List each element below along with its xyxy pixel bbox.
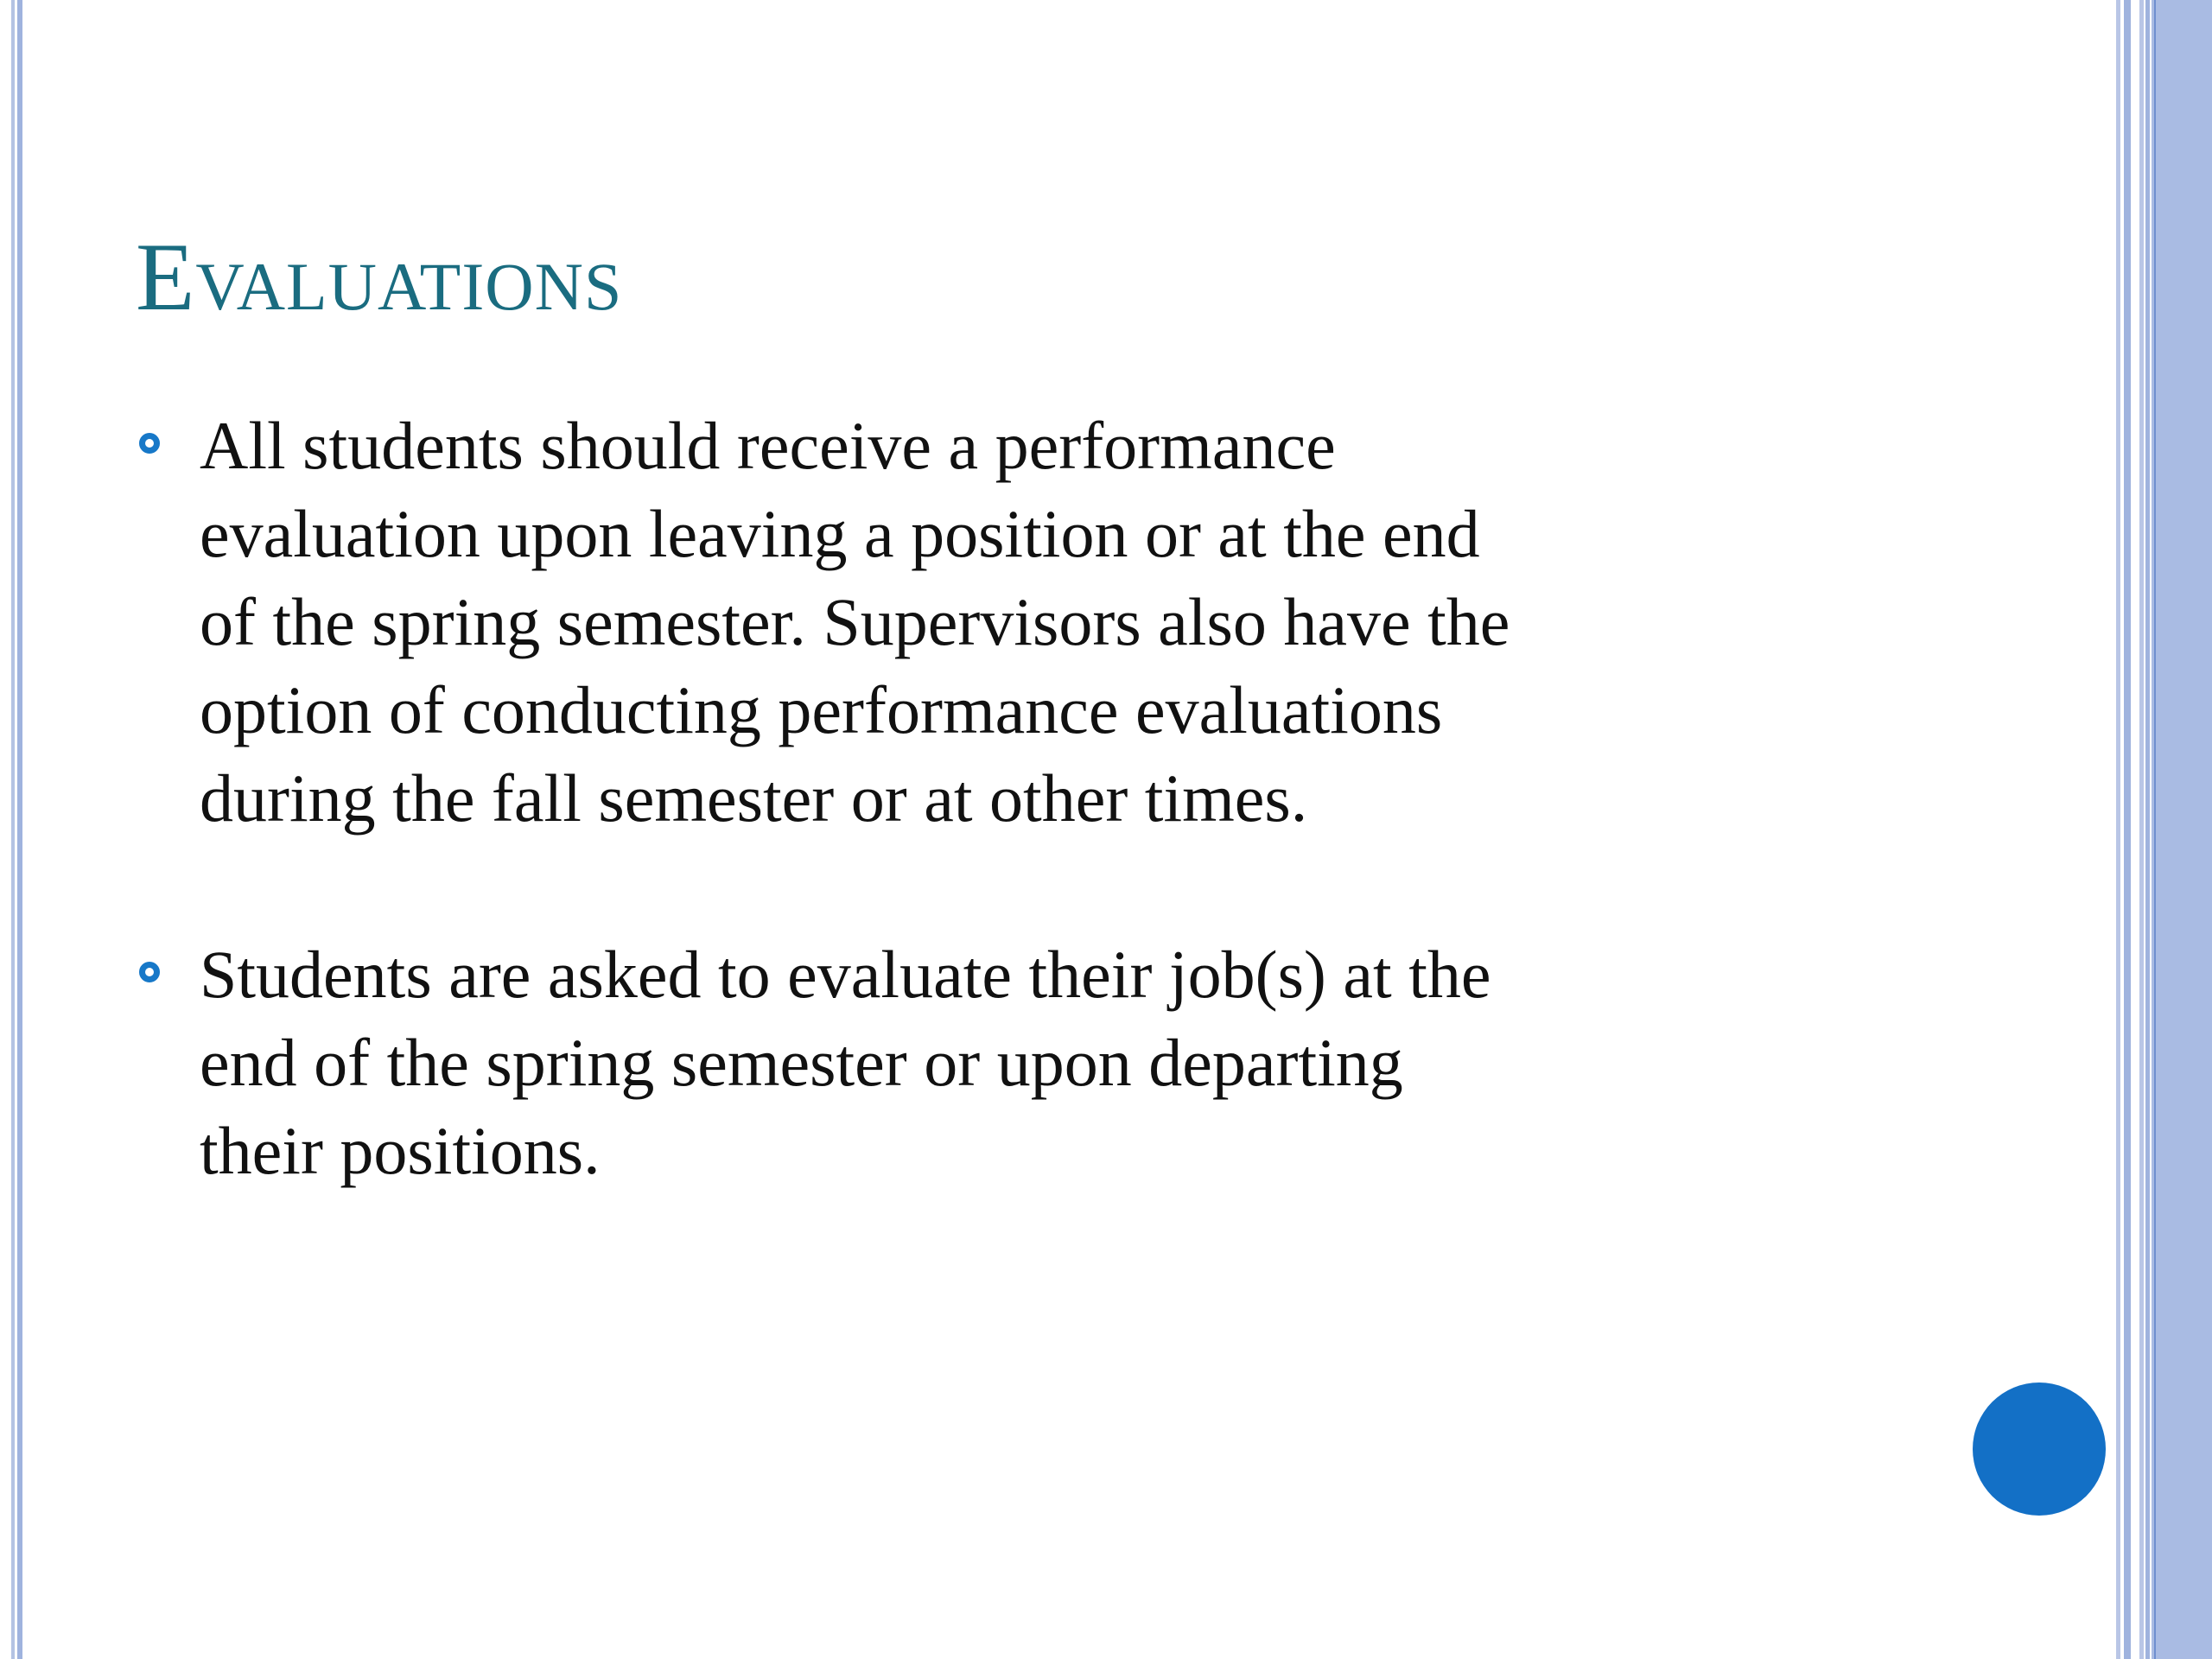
slide-title: Evaluations (136, 224, 623, 331)
left-border-stripe (11, 0, 15, 1659)
decorative-circle (1973, 1382, 2106, 1516)
left-border-stripe (17, 0, 22, 1659)
bullet-item (136, 931, 1950, 1195)
right-border-stripe (2124, 0, 2131, 1659)
right-border-band (2152, 0, 2212, 1659)
right-border-line (2154, 0, 2156, 1659)
ring-bullet-icon (139, 433, 160, 454)
ring-bullet-icon (139, 962, 160, 982)
bullet-text: Students are asked to evaluate their job(s) at the end of the spring semester or upon departing their positions. (200, 937, 1491, 1188)
bullet-list (136, 402, 1950, 1195)
right-border-stripe (2116, 0, 2120, 1659)
bullet-item (136, 402, 1950, 842)
right-border-stripe (2145, 0, 2150, 1659)
right-border-stripe (2139, 0, 2144, 1659)
bullet-text: All students should receive a performance evaluation upon leaving a position or at the end of the spring semester. Supervisors also have the option of conducting performance evaluations during the fall semester or at other times. (200, 408, 1510, 836)
